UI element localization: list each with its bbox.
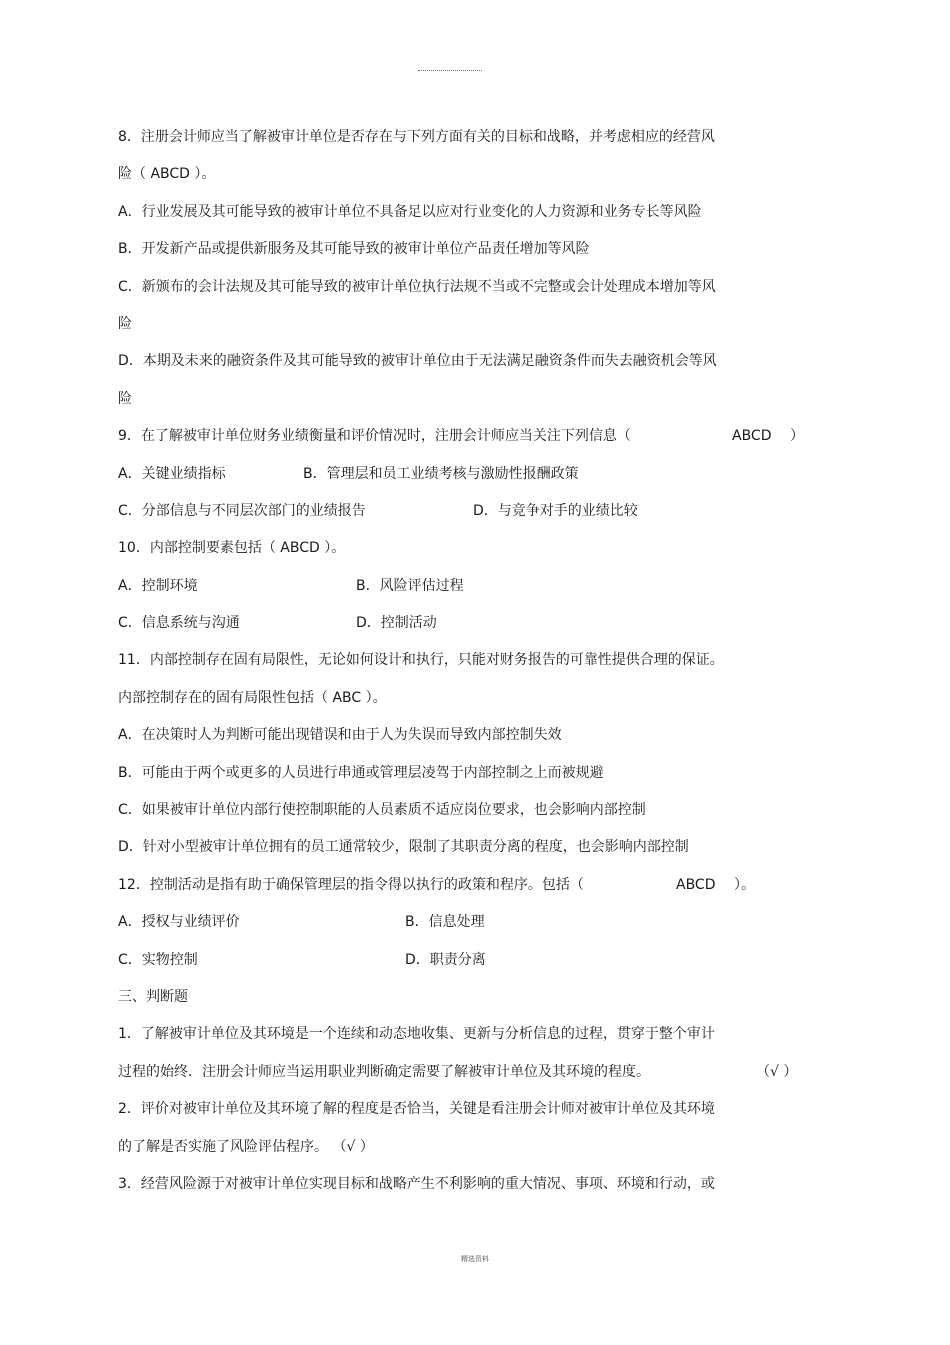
line-text-column: D．控制活动 xyxy=(356,615,437,632)
line-text-column: B．信息处理 xyxy=(405,914,485,931)
text-line xyxy=(118,760,818,797)
line-text: 12．控制活动是指有助于确保管理层的指令得以执行的政策和程序。包括（ xyxy=(118,876,584,893)
text-line xyxy=(118,797,818,834)
line-text-column: ABCD xyxy=(676,876,716,893)
text-line xyxy=(118,834,818,871)
text-line xyxy=(118,610,818,647)
line-text-column: ） xyxy=(790,428,804,445)
text-line xyxy=(118,461,818,498)
line-text: D．本期及未来的融资条件及其可能导致的被审计单位由于无法满足融资条件而失去融资机会等风 xyxy=(118,353,717,370)
line-text: D．针对小型被审计单位拥有的员工通常较少，限制了其职责分离的程度，也会影响内部控制 xyxy=(118,839,689,856)
line-text: 险 xyxy=(118,315,132,332)
line-text: 8．注册会计师应当了解被审计单位是否存在与下列方面有关的目标和战略，并考虑相应的经营风 xyxy=(118,129,715,145)
line-text: A．授权与业绩评价 xyxy=(118,914,240,931)
line-text: 险 xyxy=(118,390,132,407)
line-text: 9．在了解被审计单位财务业绩衡量和评价情况时，注册会计师应当关注下列信息（ xyxy=(118,428,631,445)
text-line xyxy=(118,872,818,909)
text-line xyxy=(118,498,818,535)
text-line xyxy=(118,685,818,722)
line-text: C．如果被审计单位内部行使控制职能的人员素质不适应岗位要求，也会影响内部控制 xyxy=(118,802,646,819)
line-text: A．行业发展及其可能导致的被审计单位不具备足以应对行业变化的人力资源和业务专长等风险 xyxy=(118,203,702,220)
line-text: 的了解是否实施了风险评估程序。 （√ ） xyxy=(118,1138,374,1155)
document-body xyxy=(118,124,818,1208)
text-line xyxy=(118,1171,818,1208)
text-line xyxy=(118,1134,818,1171)
line-text-column: B．管理层和员工业绩考核与激励性报酬政策 xyxy=(303,465,579,482)
line-text: 三、判断题 xyxy=(118,988,188,1005)
line-text-column: ABCD xyxy=(732,428,772,445)
line-text: C．实物控制 xyxy=(118,951,198,968)
header-rule xyxy=(418,70,482,71)
text-line xyxy=(118,124,818,161)
line-text: C．分部信息与不同层次部门的业绩报告 xyxy=(118,502,366,519)
text-line xyxy=(118,423,818,460)
text-line xyxy=(118,236,818,273)
text-line xyxy=(118,1059,818,1096)
text-line xyxy=(118,647,818,684)
line-text: A．关键业绩指标 xyxy=(118,465,226,482)
line-text: 2．评价对被审计单位及其环境了解的程度是否恰当，关键是看注册会计师对被审计单位及其环境 xyxy=(118,1101,715,1118)
text-line xyxy=(118,199,818,236)
line-text: 过程的始终．注册会计师应当运用职业判断确定需要了解被审计单位及其环境的程度。 xyxy=(118,1063,650,1080)
text-line xyxy=(118,348,818,385)
line-text-column: D．与竞争对手的业绩比较 xyxy=(473,502,638,519)
text-line xyxy=(118,274,818,311)
text-line xyxy=(118,984,818,1021)
line-text: B．开发新产品或提供新服务及其可能导致的被审计单位产品责任增加等风险 xyxy=(118,241,590,258)
line-text: 险（ ABCD ）。 xyxy=(118,166,216,183)
page-footer: 精选资料 xyxy=(461,1255,489,1263)
text-line xyxy=(118,386,818,423)
text-line xyxy=(118,161,818,198)
line-text: 3．经营风险源于对被审计单位实现目标和战略产生不利影响的重大情况、事项、环境和行动，或 xyxy=(118,1175,715,1192)
line-text-column: D．职责分离 xyxy=(405,951,486,968)
line-text: 内部控制存在的固有局限性包括（ ABC ）。 xyxy=(118,689,387,706)
text-line xyxy=(118,909,818,946)
text-line xyxy=(118,1096,818,1133)
line-text: A．控制环境 xyxy=(118,577,198,594)
line-text: B．可能由于两个或更多的人员进行串通或管理层凌驾于内部控制之上而被规避 xyxy=(118,764,604,781)
line-text: 11．内部控制存在固有局限性，无论如何设计和执行，只能对财务报告的可靠性提供合理的保证。 xyxy=(118,652,724,669)
text-line xyxy=(118,573,818,610)
line-text: 1．了解被审计单位及其环境是一个连续和动态地收集、更新与分析信息的过程，贯穿于整个审计 xyxy=(118,1026,715,1043)
text-line xyxy=(118,311,818,348)
text-line xyxy=(118,535,818,572)
line-text: A．在决策时人为判断可能出现错误和由于人为失误而导致内部控制失效 xyxy=(118,727,562,744)
line-text: C．信息系统与沟通 xyxy=(118,615,240,632)
line-text-column: ）。 xyxy=(734,876,755,893)
line-text: C．新颁布的会计法规及其可能导致的被审计单位执行法规不当或不完整或会计处理成本增加等风 xyxy=(118,278,716,295)
text-line xyxy=(118,947,818,984)
line-text-column: B．风险评估过程 xyxy=(356,577,464,594)
line-text-column: （√ ） xyxy=(756,1063,798,1080)
text-line xyxy=(118,1021,818,1058)
text-line xyxy=(118,722,818,759)
line-text: 10．内部控制要素包括（ ABCD ）。 xyxy=(118,540,346,557)
